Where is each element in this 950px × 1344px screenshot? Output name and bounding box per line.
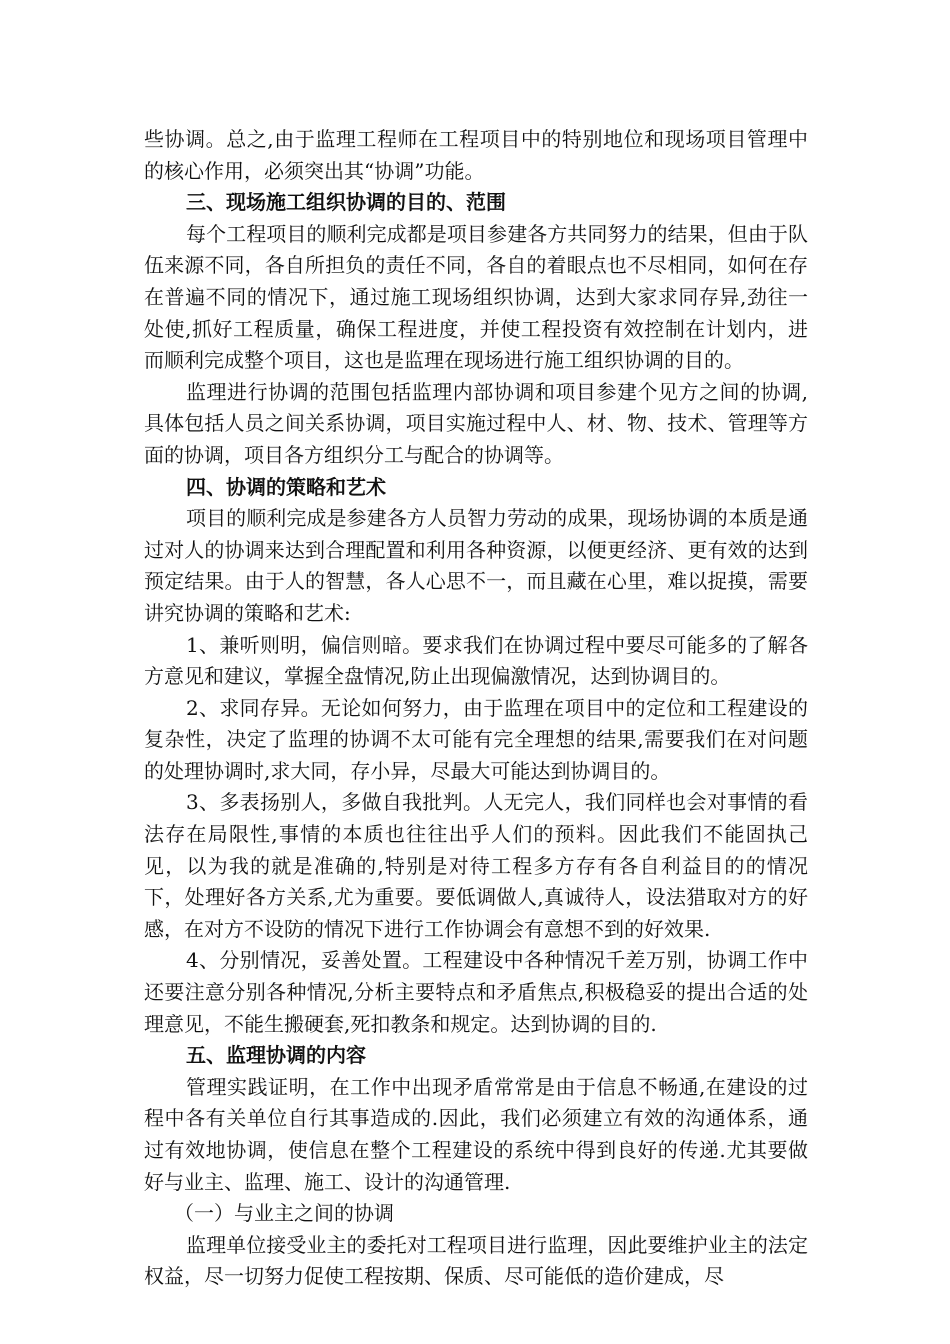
list-item-3: 3、多表扬别人，多做自我批判。人无完人，我们同样也会对事情的看法存在局限性,事情的本质也往往出乎人们的预料。因此我们不能固执己见，以为我的就是准确的,特别是对待工程多方存有各自利益目的的情况下，处理好各方关系,尤为重要。要低调做人,真诚待人，设法猎取对方的好感，在对方不设防的情况下进行工作协调会有意想不到的好效果. [144, 790, 808, 941]
section-heading-5: 五、监理协调的内容 [186, 1043, 366, 1068]
list-item-1: 1、兼听则明，偏信则暗。要求我们在协调过程中要尽可能多的了解各方意见和建议，掌握全盘情况,防止出现偏激情况，达到协调目的。 [144, 632, 808, 689]
section-heading-4: 四、协调的策略和艺术 [186, 474, 386, 499]
paragraph: 监理进行协调的范围包括监理内部协调和项目参建个见方之间的协调,具体包括人员之间关系协调，项目实施过程中人、材、物、技术、管理等方面的协调，项目各方组织分工与配合的协调等。 [144, 379, 808, 467]
paragraph: 项目的顺利完成是参建各方人员智力劳动的成果，现场协调的本质是通过对人的协调来达到合理配置和利用各种资源，以便更经济、更有效的达到预定结果。由于人的智慧，各人心思不一，而且藏在心里，难以捉摸，需要讲究协调的策略和艺术: [144, 506, 808, 625]
paragraph: 监理单位接受业主的委托对工程项目进行监理，因此要维护业主的法定权益，尽一切努力促使工程按期、保质、尽可能低的造价建成，尽 [144, 1232, 808, 1289]
list-item-2: 2、求同存异。无论如何努力，由于监理在项目中的定位和工程建设的复杂性，决定了监理的协调不太可能有完全理想的结果,需要我们在对问题的处理协调时,求大同，存小异，尽最大可能达到协调目的。 [144, 695, 808, 783]
list-item-4: 4、分别情况，妥善处置。工程建设中各种情况千差万别，协调工作中还要注意分别各种情况,分析主要特点和矛盾焦点,积极稳妥的提出合适的处理意见，不能生搬硬套,死扣教条和规定。达到协调的目的. [144, 948, 808, 1036]
paragraph-continuation: 些协调。总之,由于监理工程师在工程项目中的特别地位和现场项目管理中的核心作用，必须突出其“协调”功能。 [144, 127, 808, 183]
paragraph: 管理实践证明，在工作中出现矛盾常常是由于信息不畅通,在建设的过程中各有关单位自行其事造成的.因此，我们必须建立有效的沟通体系，通过有效地协调，使信息在整个工程建设的系统中得到良好的传递.尤其要做好与业主、监理、施工、设计的沟通管理. [144, 1074, 808, 1194]
paragraph: 每个工程项目的顺利完成都是项目参建各方共同努力的结果，但由于队伍来源不同，各自所担负的责任不同，各自的着眼点也不尽相同，如何在存在普遍不同的情况下，通过施工现场组织协调，达到大家求同存异,劲往一处使,抓好工程质量，确保工程进度，并使工程投资有效控制在计划内，进而顺利完成整个项目，这也是监理在现场进行施工组织协调的目的。 [144, 221, 808, 373]
subsection-heading-1: （一）与业主之间的协调 [174, 1201, 394, 1226]
document-page [144, 124, 808, 1293]
section-heading-3: 三、现场施工组织协调的目的、范围 [186, 190, 506, 215]
